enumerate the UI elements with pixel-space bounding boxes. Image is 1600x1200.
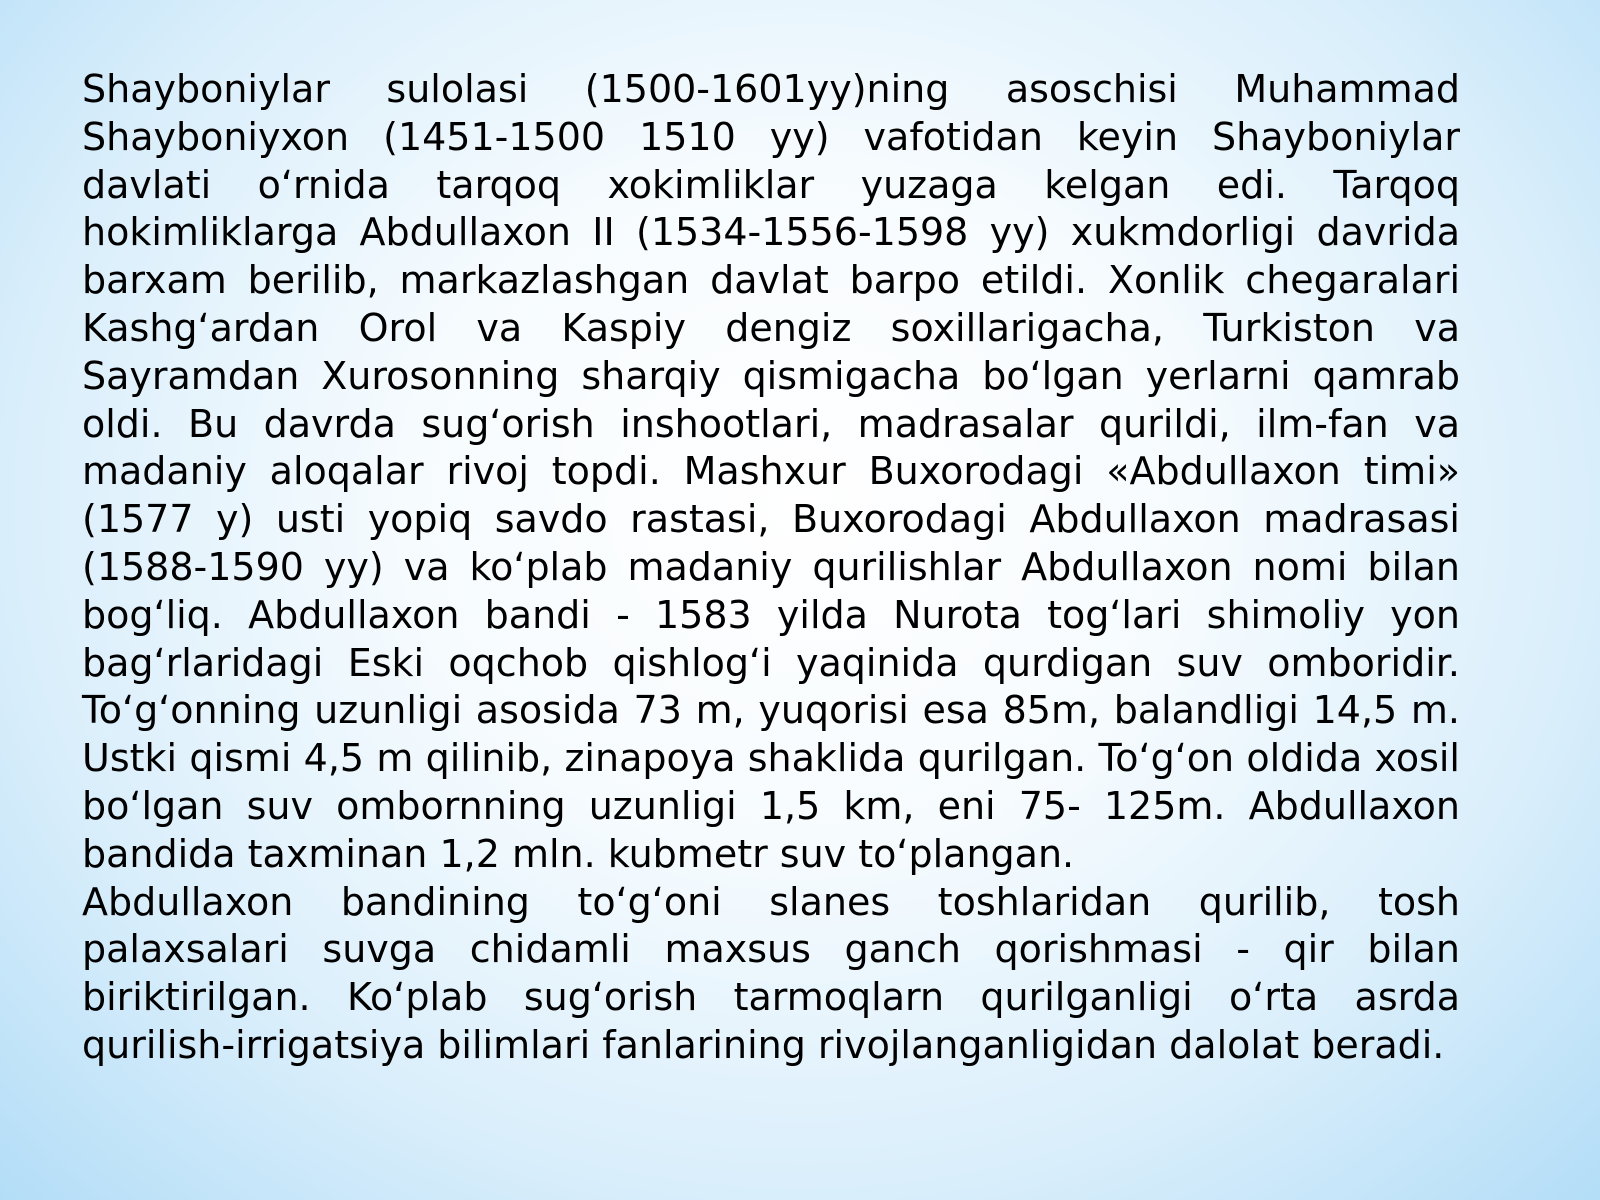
paragraph-1: Shayboniylar sulolasi (1500-1601yy)ning asoschisi Muhammad Shayboniyxon (1451-1500 1510 yy) vafotidan keyin Shayboniylar davlati o‘rnida tarqoq xokimliklar yuzaga kelgan edi. Tarqoq hokimliklarga Abdullaxon II (1534-1556-1598 yy) xukmdorligi davrida barxam berilib, markazlashgan davlat barpo etildi. Xonlik chegaralari Kashg‘ardan Orol va Kaspiy dengiz soxillarigacha, Turkiston va Sayramdan Xurosonning sharqiy qismigacha bo‘lgan yerlarni qamrab oldi. Bu davrda sug‘orish inshootlari, madrasalar qurildi, ilm-fan va madaniy aloqalar rivoj topdi. Mashxur Buxorodagi «Abdullaxon timi» (1577 y) usti yopiq savdo rastasi, Buxorodagi Abdullaxon madrasasi (1588-1590 yy) va ko‘plab madaniy qurilishlar Abdullaxon nomi bilan bog‘liq. Abdullaxon bandi - 1583 yilda Nurota tog‘lari shimoliy yon bag‘rlaridagi Eski oqchob qishlog‘i yaqinida qurdigan suv omboridir. To‘g‘onning uzunligi asosida 73 m, yuqorisi esa 85m, balandligi 14,5 m. Ustki qismi 4,5 m qilinib, zinapoya shaklida qurilgan. To‘g‘on oldida xosil bo‘lgan suv ombornning uzunligi 1,5 km, eni 75- 125m. Abdullaxon bandida taxminan 1,2 mln. kubmetr suv to‘plangan. bbox=[82, 67, 1460, 876]
slide-text-body bbox=[82, 66, 1460, 1070]
paragraph-2: Abdullaxon bandining to‘g‘oni slanes toshlaridan qurilib, tosh palaxsalari suvga chidamli maxsus ganch qorishmasi - qir bilan biriktirilgan. Ko‘plab sug‘orish tarmoqlarn qurilganligi o‘rta asrda qurilish-irrigatsiya bilimlari fanlarining rivojlanganligidan dalolat beradi. bbox=[82, 879, 1460, 1067]
